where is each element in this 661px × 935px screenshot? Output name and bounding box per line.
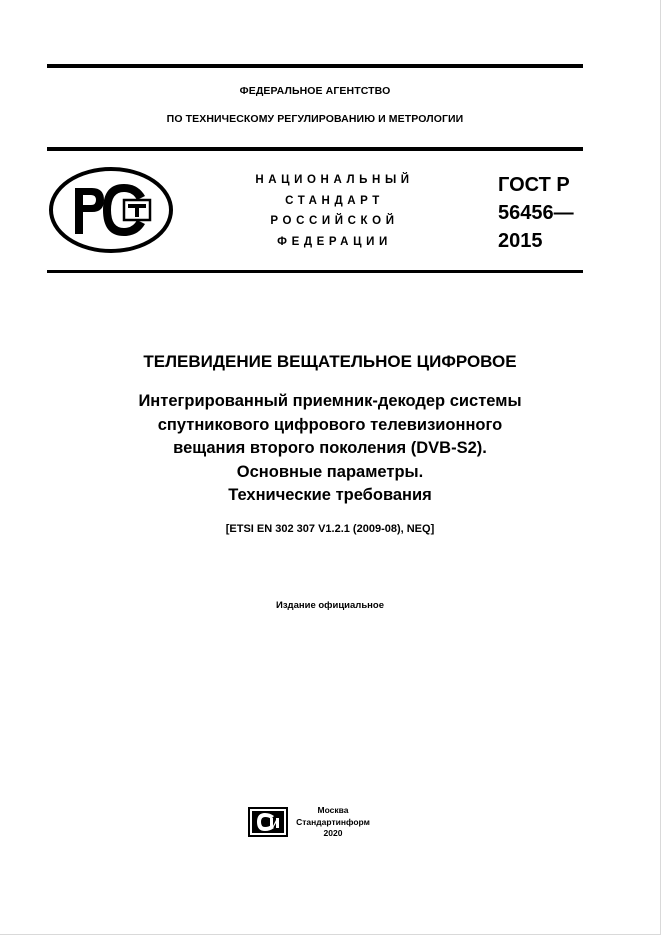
standard-reference: [ETSI EN 302 307 V1.2.1 (2009-08), NEQ] <box>225 523 435 535</box>
subtitle-line: Интегрированный приемник-декодер системы <box>138 392 522 410</box>
designation-line: 56456— <box>498 202 574 224</box>
subtitle-line: вещания второго поколения (DVB-S2). <box>173 439 487 457</box>
subtitle-line: Основные параметры. <box>236 462 424 481</box>
standard-type-line: СТАНДАРТ <box>285 194 384 207</box>
agency-name-line1: ФЕДЕРАЛЬНОЕ АГЕНТСТВО <box>239 85 391 97</box>
publication-year: 2020 <box>323 828 343 838</box>
designation-line: 2015 <box>498 230 543 252</box>
document-title: ТЕЛЕВИДЕНИЕ ВЕЩАТЕЛЬНОЕ ЦИФРОВОЕ <box>143 352 517 371</box>
agency-name-line2: ПО ТЕХНИЧЕСКОМУ РЕГУЛИРОВАНИЮ И МЕТРОЛОГИИ <box>166 113 464 125</box>
publisher-city: Москва <box>317 805 349 815</box>
standard-designation <box>498 171 574 255</box>
header-rule <box>47 147 583 151</box>
standartinform-logo-icon <box>248 807 288 837</box>
designation-line: ГОСТ Р <box>498 174 570 196</box>
standard-type-line: РОССИЙСКОЙ <box>270 215 399 227</box>
publisher-info <box>293 805 373 840</box>
standard-type <box>232 170 437 252</box>
gost-r-logo-icon <box>48 166 174 254</box>
top-rule <box>47 64 583 68</box>
standard-type-line: ФЕДЕРАЦИИ <box>277 235 392 248</box>
publisher-name: Стандартинформ <box>296 816 370 827</box>
document-subtitle <box>47 390 613 508</box>
subtitle-line: Технические требования <box>228 486 432 504</box>
designation-rule <box>47 270 583 273</box>
subtitle-line: спутникового цифрового телевизионного <box>157 415 503 434</box>
standard-type-line: НАЦИОНАЛЬНЫЙ <box>255 174 414 186</box>
edition-note: Издание официальное <box>276 600 384 611</box>
